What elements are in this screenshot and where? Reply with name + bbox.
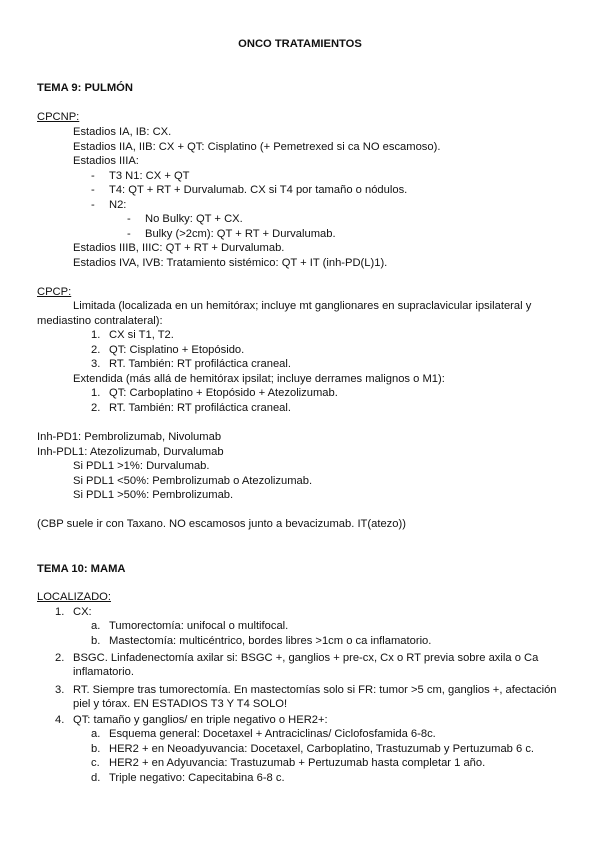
iiia-item: T4: QT + RT + Durvalumab. CX si T4 por tamaño o nódulos. [109, 184, 408, 196]
list-letter: b. [91, 743, 101, 755]
limitada-item: QT: Cisplatino + Etopósido. [109, 344, 245, 356]
list-letter: b. [91, 635, 101, 647]
list-number: 1. [91, 387, 101, 399]
list-number: 4. [55, 714, 65, 726]
dash-bullet: - [127, 228, 131, 240]
cpcnp-heading: CPCNP: [37, 111, 80, 123]
n2-item: No Bulky: QT + CX. [145, 213, 243, 225]
cpcnp-stage: Estadios IIA, IIB: CX + QT: Cisplatino (+ Pemetrexed si ca NO escamoso). [73, 141, 441, 153]
qt-subitem: HER2 + en Neoadyuvancia: Docetaxel, Carboplatino, Trastuzumab y Pertuzumab 6 c. [109, 743, 535, 755]
dash-bullet: - [127, 213, 131, 225]
list-number: 2. [91, 402, 101, 414]
list-letter: c. [91, 757, 100, 769]
pdl1-item: Si PDL1 <50%: Pembrolizumab o Atezolizumab. [73, 475, 313, 487]
localizado-item: RT. Siempre tras tumorectomía. En mastectomías solo si FR: tumor >5 cm, ganglios +, afectación [73, 684, 557, 696]
qt-subitem: Esquema general: Docetaxel + Antraciclinas/ Ciclofosfamida 6-8c. [109, 728, 436, 740]
extendida-item: QT: Carboplatino + Etopósido + Atezolizumab. [109, 387, 338, 399]
limitada-item: RT. También: RT profiláctica craneal. [109, 358, 291, 370]
list-letter: d. [91, 772, 101, 784]
qt-subitem: HER2 + en Adyuvancia: Trastuzumab + Pertuzumab hasta completar 1 año. [109, 757, 486, 769]
cpcnp-stage: Estadios IA, IB: CX. [73, 126, 172, 138]
limitada-item: CX si T1, T2. [109, 329, 174, 341]
list-number: 3. [55, 684, 65, 696]
extendida-item: RT. También: RT profiláctica craneal. [109, 402, 291, 414]
cx-subitem: Mastectomía: multicéntrico, bordes libres >1cm o ca inflamatorio. [109, 635, 432, 647]
inh-pd1-text: Inh-PD1: Pembrolizumab, Nivolumab [37, 431, 222, 443]
cx-subitem: Tumorectomía: unifocal o multifocal. [109, 620, 289, 632]
note-text: (CBP suele ir con Taxano. NO escamosos junto a bevacizumab. IT(atezo)) [37, 518, 406, 530]
limitada-text: mediastino contralateral): [37, 315, 163, 327]
pdl1-item: Si PDL1 >50%: Pembrolizumab. [73, 489, 234, 501]
cpcnp-stage: Estadios IVA, IVB: Tratamiento sistémico: QT + IT (inh-PD(L)1). [73, 257, 388, 269]
localizado-item: QT: tamaño y ganglios/ en triple negativo o HER2+: [73, 714, 328, 726]
dash-bullet: - [91, 170, 95, 182]
list-number: 1. [55, 606, 65, 618]
limitada-text: Limitada (localizada en un hemitórax; incluye mt ganglionares en supraclavicular ipsilateral y [73, 300, 532, 312]
cpcnp-stage: Estadios IIIB, IIIC: QT + RT + Durvalumab. [73, 242, 285, 254]
n2-item: Bulky (>2cm): QT + RT + Durvalumab. [145, 228, 336, 240]
section-heading-tema10: TEMA 10: MAMA [37, 563, 126, 575]
list-number: 2. [91, 344, 101, 356]
inh-pdl1-text: Inh-PDL1: Atezolizumab, Durvalumab [37, 446, 224, 458]
localizado-heading: LOCALIZADO: [37, 591, 111, 603]
localizado-item: piel y tórax. EN ESTADIOS T3 Y T4 SOLO! [73, 698, 288, 710]
list-letter: a. [91, 728, 101, 740]
localizado-item: inflamatorio. [73, 666, 134, 678]
page-title: ONCO TRATAMIENTOS [238, 38, 362, 50]
localizado-item: BSGC. Linfadenectomía axilar si: BSGC +, ganglios + pre-cx, Cx o RT previa sobre axila o Ca [73, 652, 539, 664]
cpcp-heading: CPCP: [37, 286, 72, 298]
cpcnp-stage: Estadios IIIA: [73, 155, 139, 167]
list-number: 1. [91, 329, 101, 341]
iiia-item: N2: [109, 199, 127, 211]
list-number: 3. [91, 358, 101, 370]
iiia-item: T3 N1: CX + QT [109, 170, 190, 182]
qt-subitem: Triple negativo: Capecitabina 6-8 c. [109, 772, 285, 784]
list-letter: a. [91, 620, 101, 632]
list-number: 2. [55, 652, 65, 664]
section-heading-tema9: TEMA 9: PULMÓN [37, 82, 133, 94]
dash-bullet: - [91, 184, 95, 196]
extendida-text: Extendida (más allá de hemitórax ipsilat; incluye derrames malignos o M1): [73, 373, 445, 385]
dash-bullet: - [91, 199, 95, 211]
pdl1-item: Si PDL1 >1%: Durvalumab. [73, 460, 210, 472]
localizado-item: CX: [73, 606, 92, 618]
